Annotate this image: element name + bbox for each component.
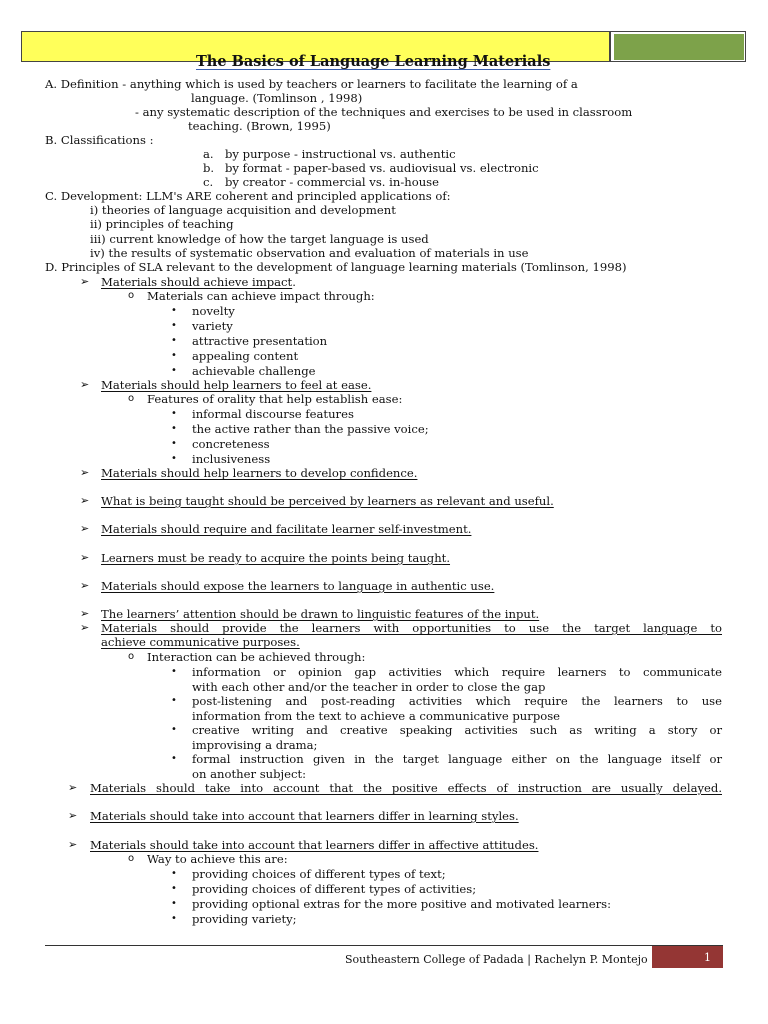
bullet-item: appealing content	[192, 349, 299, 363]
section-a-line: teaching. (Brown, 1995)	[188, 119, 331, 133]
principle-item: Materials should take into account that learners differ in affective attitudes.	[90, 838, 539, 852]
arrow-bullet-icon: ➢	[80, 494, 90, 507]
list-marker: a.	[203, 147, 214, 161]
dot-bullet-icon: •	[171, 695, 177, 706]
arrow-bullet-icon: ➢	[68, 809, 78, 822]
bullet-item: providing optional extras for the more positive and motivated learners:	[192, 897, 611, 911]
section-a-line: - any systematic description of the techniques and exercises to be used in classroom	[135, 105, 633, 119]
list-item: iv) the results of systematic observation and evaluation of materials in use	[90, 246, 529, 260]
list-item: iii) current knowledge of how the target language is used	[90, 232, 429, 246]
dot-bullet-icon: •	[171, 724, 177, 735]
dot-bullet-icon: •	[171, 438, 177, 449]
section-a-line: language. (Tomlinson , 1998)	[191, 91, 363, 105]
arrow-bullet-icon: ➢	[68, 838, 78, 851]
dot-bullet-icon: •	[171, 753, 177, 764]
principle-item: What is being taught should be perceived by learners as relevant and useful.	[101, 494, 554, 508]
dot-bullet-icon: •	[171, 898, 177, 909]
bullet-item-continued: improvising a drama;	[192, 738, 318, 752]
section-c-heading: C. Development: LLM's ARE coherent and principled applications of:	[45, 189, 451, 203]
bullet-item: the active rather than the passive voice;	[192, 422, 429, 436]
dot-bullet-icon: •	[171, 453, 177, 464]
page-number: 1	[704, 951, 711, 964]
arrow-bullet-icon: ➢	[68, 781, 78, 794]
circle-bullet-icon: o	[128, 393, 135, 404]
bullet-item: providing choices of different types of activities;	[192, 882, 477, 896]
bullet-item: information or opinion gap activities which require learners to communicate	[192, 665, 722, 679]
bullet-item-continued: with each other and/or the teacher in order to close the gap	[192, 680, 546, 694]
bullet-item: formal instruction given in the target language either on the language itself or	[192, 752, 722, 766]
arrow-bullet-icon: ➢	[80, 579, 90, 592]
principle-item: Materials should help learners to feel at ease.	[101, 378, 372, 392]
bullet-item: post-listening and post-reading activities which require the learners to use	[192, 694, 722, 708]
arrow-bullet-icon: ➢	[80, 621, 90, 634]
bullet-item-continued: information from the text to achieve a communicative purpose	[192, 709, 561, 723]
principle-item: Materials should achieve impact.	[101, 275, 296, 289]
bullet-item: informal discourse features	[192, 407, 354, 421]
arrow-bullet-icon: ➢	[80, 607, 90, 620]
page-title: The Basics of Language Learning Materials	[196, 53, 551, 70]
list-item: ii) principles of teaching	[90, 217, 234, 231]
bullet-item: inclusiveness	[192, 452, 271, 466]
sub-heading: Way to achieve this are:	[147, 852, 288, 866]
sub-heading: Features of orality that help establish ease:	[147, 392, 403, 406]
arrow-bullet-icon: ➢	[80, 378, 90, 391]
circle-bullet-icon: o	[128, 290, 135, 301]
list-item: by format - paper-based vs. audiovisual vs. electronic	[225, 161, 539, 175]
footer-text: Southeastern College of Padada | Rachelyn P. Montejo	[345, 953, 648, 966]
principle-item: Learners must be ready to acquire the points being taught.	[101, 551, 451, 565]
arrow-bullet-icon: ➢	[80, 275, 90, 288]
list-marker: c.	[203, 175, 214, 189]
sub-heading: Interaction can be achieved through:	[147, 650, 366, 664]
dot-bullet-icon: •	[171, 350, 177, 361]
dot-bullet-icon: •	[171, 913, 177, 924]
list-item: i) theories of language acquisition and development	[90, 203, 396, 217]
section-b-heading: B. Classifications :	[45, 133, 154, 147]
header-accent-block	[614, 34, 744, 60]
principle-item: Materials should expose the learners to language in authentic use.	[101, 579, 495, 593]
bullet-item: variety	[192, 319, 233, 333]
principle-item: The learners’ attention should be drawn to linguistic features of the input.	[101, 607, 540, 621]
circle-bullet-icon: o	[128, 651, 135, 662]
dot-bullet-icon: •	[171, 305, 177, 316]
bullet-item: novelty	[192, 304, 235, 318]
dot-bullet-icon: •	[171, 365, 177, 376]
arrow-bullet-icon: ➢	[80, 466, 90, 479]
principle-item-continued: achieve communicative purposes.	[101, 635, 300, 649]
circle-bullet-icon: o	[128, 853, 135, 864]
bullet-item: achievable challenge	[192, 364, 316, 378]
dot-bullet-icon: •	[171, 883, 177, 894]
arrow-bullet-icon: ➢	[80, 522, 90, 535]
list-marker: b.	[203, 161, 215, 175]
principle-item: Materials should help learners to develop confidence.	[101, 466, 418, 480]
dot-bullet-icon: •	[171, 408, 177, 419]
bullet-item: providing variety;	[192, 912, 297, 926]
bullet-item: attractive presentation	[192, 334, 328, 348]
footer-divider	[45, 945, 723, 946]
section-a-line: A. Definition - anything which is used by teachers or learners to facilitate the learning of a	[45, 77, 578, 91]
bullet-item: concreteness	[192, 437, 270, 451]
bullet-item: creative writing and creative speaking activities such as writing a story or	[192, 723, 722, 737]
principle-item: Materials should require and facilitate learner self-investment.	[101, 522, 472, 536]
bullet-item-continued: on another subject:	[192, 767, 307, 781]
principle-item: Materials should take into account that learners differ in learning styles.	[90, 809, 519, 823]
bullet-item: providing choices of different types of text;	[192, 867, 446, 881]
dot-bullet-icon: •	[171, 666, 177, 677]
list-item: by creator - commercial vs. in-house	[225, 175, 439, 189]
principle-item: Materials should provide the learners with opportunities to use the target language to	[101, 621, 722, 635]
principle-item: Materials should take into account that the positive effects of instruction are usually delayed.	[90, 781, 722, 795]
dot-bullet-icon: •	[171, 423, 177, 434]
arrow-bullet-icon: ➢	[80, 551, 90, 564]
dot-bullet-icon: •	[171, 868, 177, 879]
sub-heading: Materials can achieve impact through:	[147, 289, 375, 303]
dot-bullet-icon: •	[171, 335, 177, 346]
section-d-heading: D. Principles of SLA relevant to the development of language learning materials (Tomlinson, 1998)	[45, 260, 627, 274]
list-item: by purpose - instructional vs. authentic	[225, 147, 456, 161]
dot-bullet-icon: •	[171, 320, 177, 331]
